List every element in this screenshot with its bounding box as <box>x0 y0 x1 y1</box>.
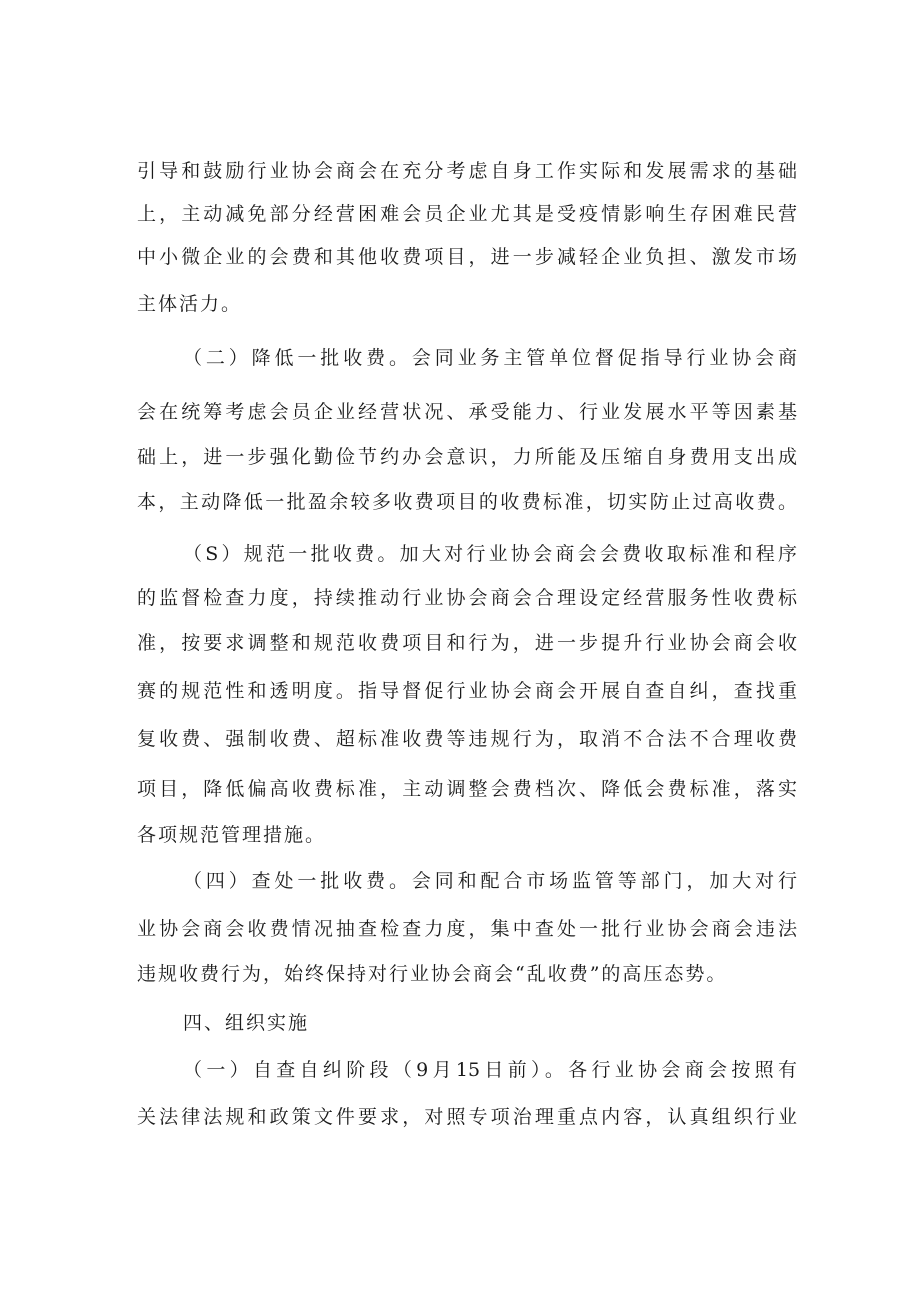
text-line: 的监督检查力度，持续推动行业协会商会合理设定经营服务性收费标 <box>137 587 797 609</box>
text-line: 会在统筹考虑会员企业经营状况、承受能力、行业发展水平等因素基 <box>137 401 797 423</box>
text-line: 各项规范管理措施。 <box>137 824 327 846</box>
section-heading: 四、组织实施 <box>183 1012 310 1034</box>
text-line: 业协会商会收费情况抽查检查力度，集中查处一批行业协会商会违法 <box>137 918 797 940</box>
text-line: （四）查处一批收费。会同和配合市场监管等部门，加大对行 <box>183 870 797 892</box>
text-line: 准，按要求调整和规范收费项目和行为，进一步提升行业协会商会收 <box>137 632 797 654</box>
text-line: 项目，降低偏高收费标准，主动调整会费档次、降低会费标准，落实 <box>137 778 797 800</box>
text-line: 复收费、强制收费、超标准收费等违规行为，取消不合法不合理收费 <box>137 728 797 750</box>
text-line: （二）降低一批收费。会同业务主管单位督促指导行业协会商 <box>183 347 797 369</box>
text-line: 主体活力。 <box>137 293 243 315</box>
text-line: 本，主动降低一批盈余较多收费项目的收费标准，切实防止过高收费。 <box>137 491 797 513</box>
text-line: 关法律法规和政策文件要求，对照专项治理重点内容，认真组织行业 <box>137 1106 797 1128</box>
text-line: （S）规范一批收费。加大对行业协会商会会费收取标准和程序 <box>183 543 797 565</box>
text-line: 引导和鼓励行业协会商会在充分考虑自身工作实际和发展需求的基础 <box>137 160 797 182</box>
text-line: 础上，进一步强化勤俭节约办会意识，力所能及压缩自身费用支出成 <box>137 446 797 468</box>
text-line: （一）自查自纠阶段（9月15日前）。各行业协会商会按照有 <box>183 1059 797 1081</box>
text-line: 上，主动减免部分经营困难会员企业尤其是受疫情影响生存困难民营 <box>137 203 797 225</box>
text-line: 赛的规范性和透明度。指导督促行业协会商会开展自查自纠，查找重 <box>137 680 797 702</box>
text-line: 中小微企业的会费和其他收费项目，进一步减轻企业负担、激发市场 <box>137 246 797 268</box>
text-line: 违规收费行为，始终保持对行业协会商会“乱收费”的高压态势。 <box>137 963 728 985</box>
